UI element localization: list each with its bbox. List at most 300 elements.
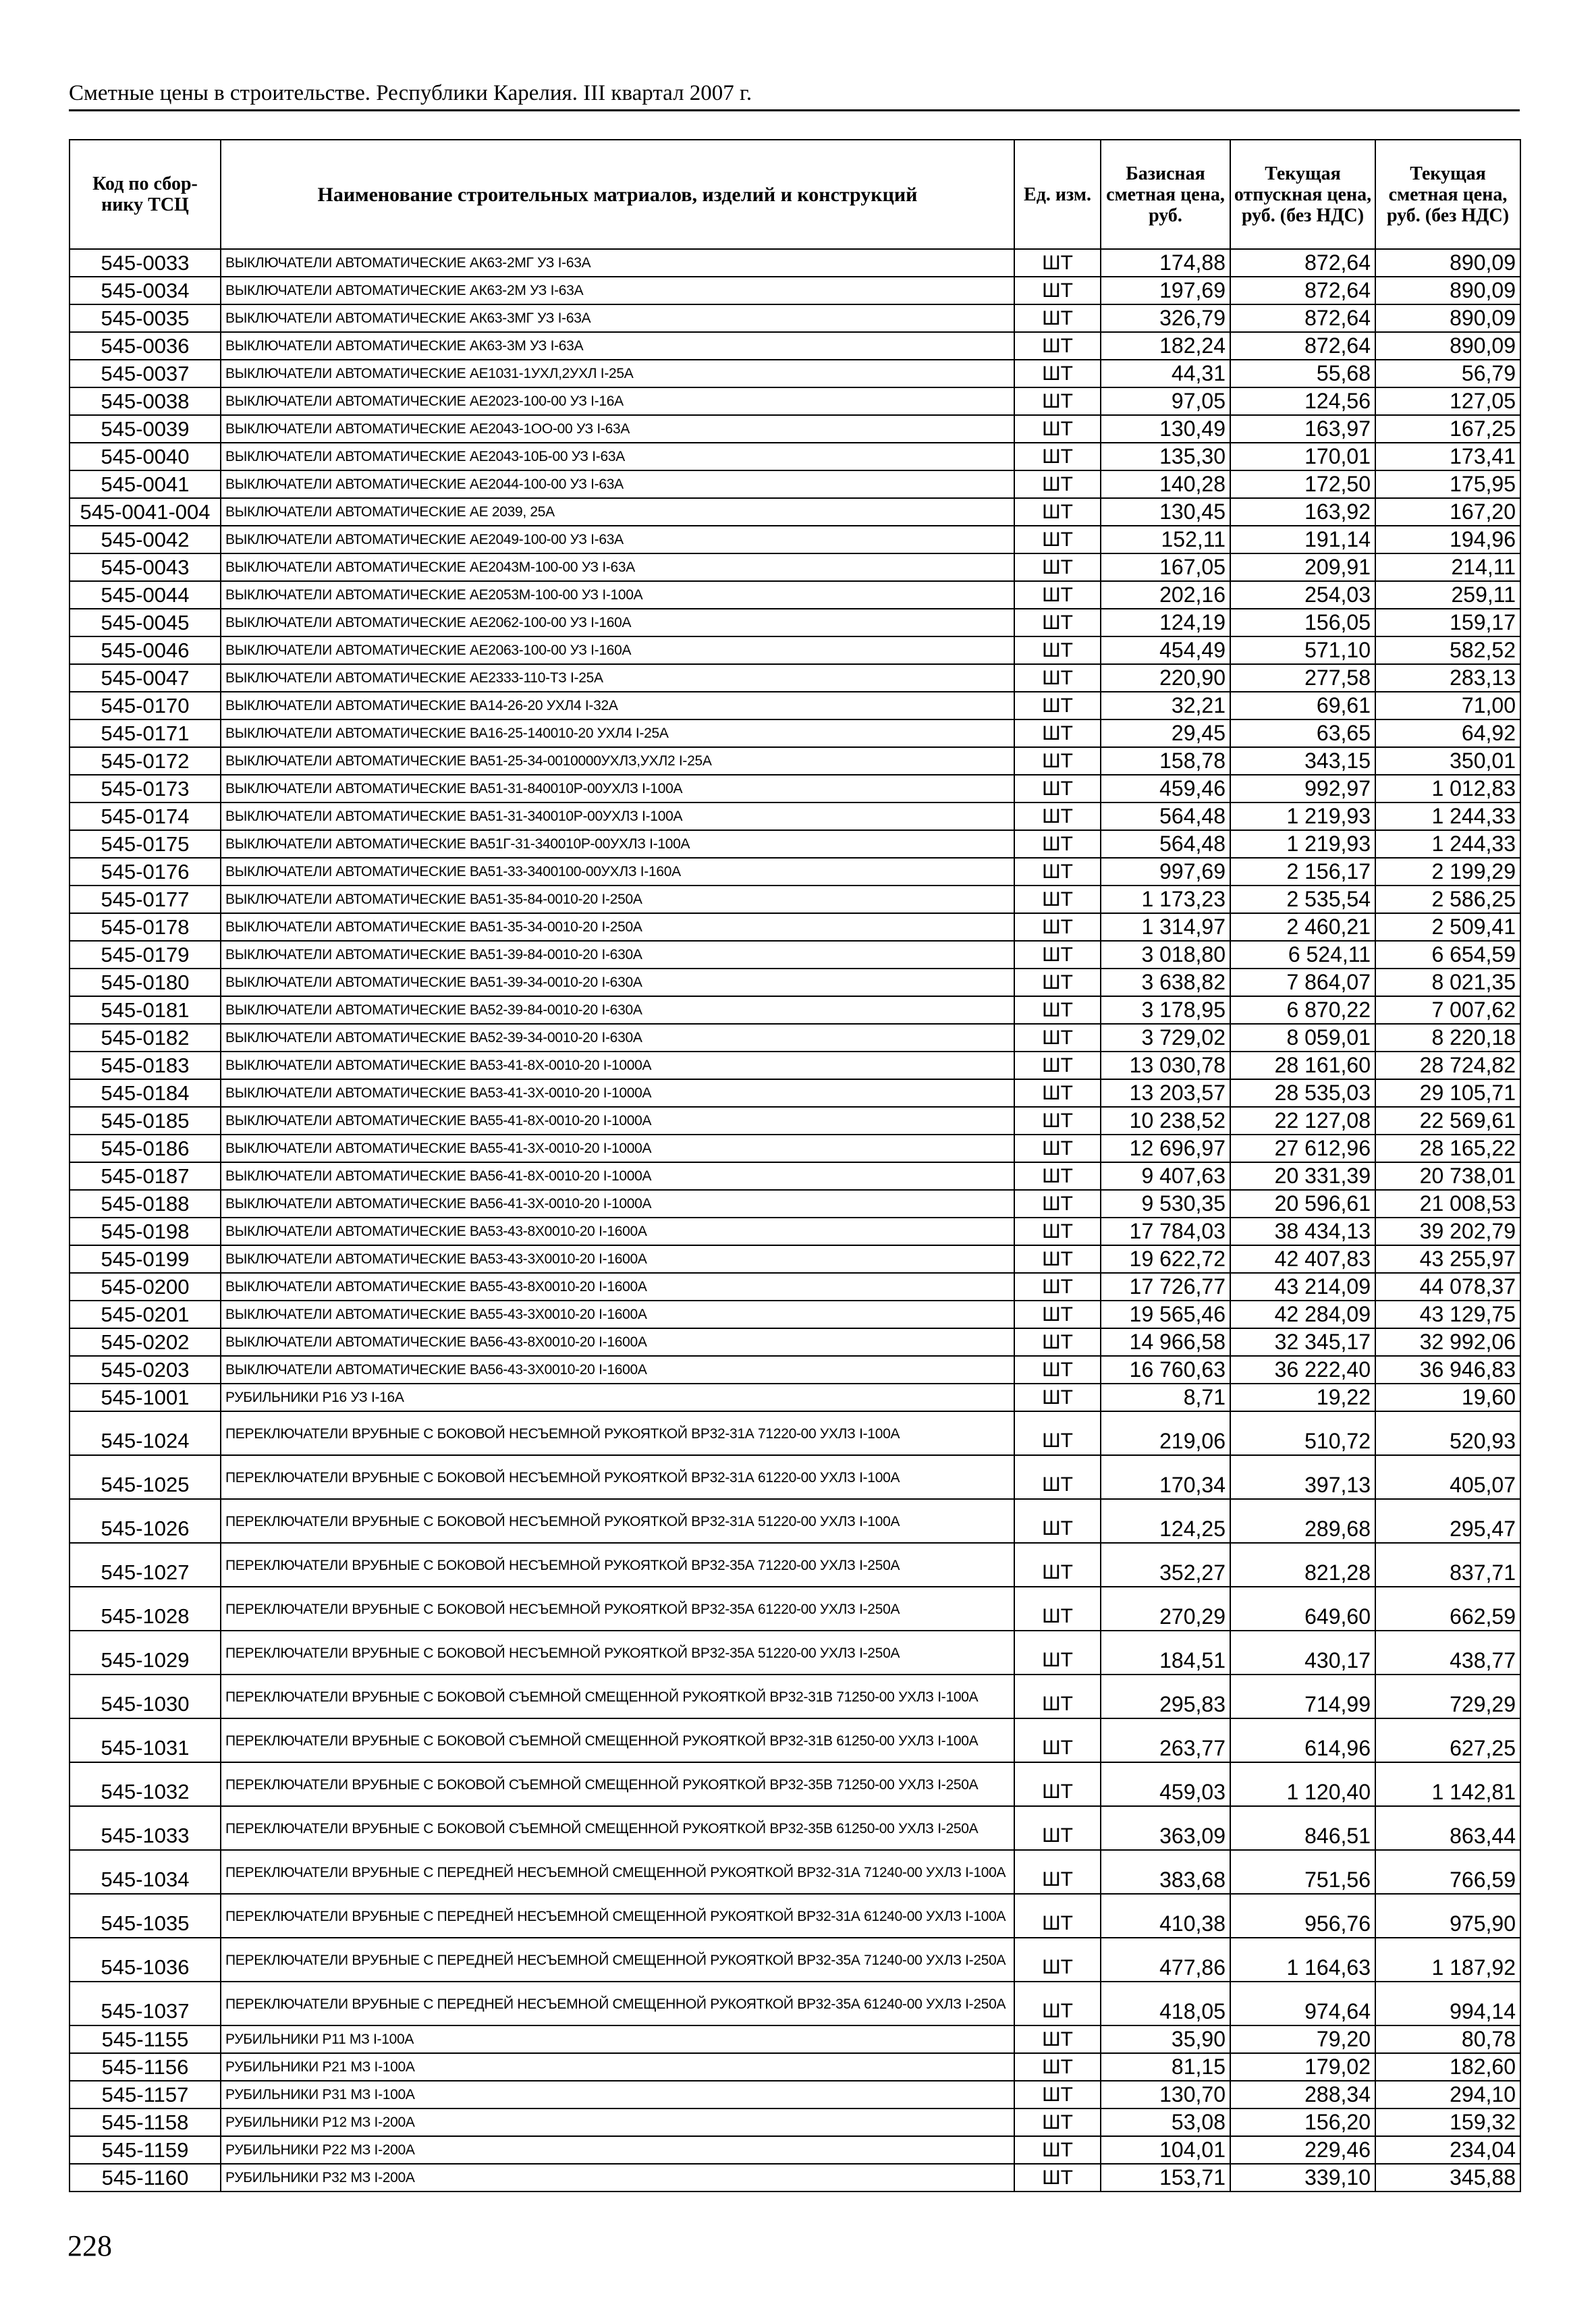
cell-base-price: 263,77 (1101, 1718, 1230, 1762)
cell-name: ПЕРЕКЛЮЧАТЕЛИ ВРУБНЫЕ С БОКОВОЙ НЕСЪЕМНОЙ РУКОЯТКОЙ ВР32-31А 51220-00 УХЛЗ I-100А (221, 1499, 1014, 1543)
cell-base-price: 454,49 (1101, 636, 1230, 664)
table-row (70, 1135, 1520, 1162)
cell-code: 545-0171 (70, 719, 221, 747)
cell-release-price: 872,64 (1230, 332, 1375, 360)
cell-estimate-price: 729,29 (1375, 1675, 1520, 1718)
cell-release-price: 751,56 (1230, 1850, 1375, 1894)
cell-base-price: 19 565,46 (1101, 1301, 1230, 1328)
cell-estimate-price: 32 992,06 (1375, 1328, 1520, 1356)
cell-estimate-price: 520,93 (1375, 1411, 1520, 1455)
cell-base-price: 174,88 (1101, 249, 1230, 277)
table-row (70, 969, 1520, 996)
cell-code: 545-0046 (70, 636, 221, 664)
cell-unit: ШТ (1014, 1190, 1101, 1218)
running-header: Сметные цены в строительстве. Республики Карелия. III квартал 2007 г. (69, 81, 752, 105)
cell-estimate-price: 1 012,83 (1375, 775, 1520, 802)
cell-release-price: 191,14 (1230, 526, 1375, 553)
cell-release-price: 614,96 (1230, 1718, 1375, 1762)
cell-name: ПЕРЕКЛЮЧАТЕЛИ ВРУБНЫЕ С ПЕРЕДНЕЙ НЕСЪЕМНОЙ СМЕЩЕННОЙ РУКОЯТКОЙ ВР32-31А 71240-00 УХЛЗ I-100А (221, 1850, 1014, 1894)
cell-code: 545-0187 (70, 1162, 221, 1190)
table-row (70, 581, 1520, 609)
cell-unit: ШТ (1014, 913, 1101, 941)
cell-estimate-price: 56,79 (1375, 360, 1520, 387)
cell-base-price: 32,21 (1101, 692, 1230, 719)
cell-code: 545-0173 (70, 775, 221, 802)
table-row (70, 1675, 1520, 1718)
cell-estimate-price: 28 724,82 (1375, 1052, 1520, 1079)
cell-unit: ШТ (1014, 2053, 1101, 2081)
cell-base-price: 219,06 (1101, 1411, 1230, 1455)
cell-base-price: 1 314,97 (1101, 913, 1230, 941)
cell-unit: ШТ (1014, 941, 1101, 969)
cell-name: ВЫКЛЮЧАТЕЛИ АВТОМАТИЧЕСКИЕ ВА52-39-84-0010-20 I-630А (221, 996, 1014, 1024)
cell-unit: ШТ (1014, 636, 1101, 664)
cell-release-price: 872,64 (1230, 249, 1375, 277)
cell-name: РУБИЛЬНИКИ Р22 МЗ I-200А (221, 2136, 1014, 2164)
cell-unit: ШТ (1014, 1938, 1101, 1982)
cell-unit: ШТ (1014, 2108, 1101, 2136)
cell-unit: ШТ (1014, 1162, 1101, 1190)
cell-code: 545-0042 (70, 526, 221, 553)
cell-name: ВЫКЛЮЧАТЕЛИ АВТОМАТИЧЕСКИЕ ВА51-33-3400100-00УХЛЗ I-160А (221, 858, 1014, 886)
cell-code: 545-1024 (70, 1411, 221, 1455)
cell-release-price: 20 596,61 (1230, 1190, 1375, 1218)
table-row (70, 1587, 1520, 1631)
cell-release-price: 1 164,63 (1230, 1938, 1375, 1982)
cell-code: 545-0041 (70, 470, 221, 498)
cell-estimate-price: 71,00 (1375, 692, 1520, 719)
cell-base-price: 9 530,35 (1101, 1190, 1230, 1218)
cell-estimate-price: 438,77 (1375, 1631, 1520, 1675)
cell-base-price: 44,31 (1101, 360, 1230, 387)
table-row (70, 1411, 1520, 1455)
cell-code: 545-1029 (70, 1631, 221, 1675)
cell-release-price: 79,20 (1230, 2025, 1375, 2053)
cell-unit: ШТ (1014, 553, 1101, 581)
cell-base-price: 182,24 (1101, 332, 1230, 360)
cell-unit: ШТ (1014, 2164, 1101, 2192)
cell-estimate-price: 175,95 (1375, 470, 1520, 498)
cell-code: 545-0040 (70, 443, 221, 470)
cell-name: ПЕРЕКЛЮЧАТЕЛИ ВРУБНЫЕ С БОКОВОЙ НЕСЪЕМНОЙ РУКОЯТКОЙ ВР32-31А 71220-00 УХЛЗ I-100А (221, 1411, 1014, 1455)
table-row (70, 1982, 1520, 2025)
cell-estimate-price: 405,07 (1375, 1455, 1520, 1499)
cell-estimate-price: 167,25 (1375, 415, 1520, 443)
cell-name: ВЫКЛЮЧАТЕЛИ АВТОМАТИЧЕСКИЕ ВА53-43-8Х0010-20 I-1600А (221, 1218, 1014, 1245)
cell-unit: ШТ (1014, 1982, 1101, 2025)
cell-base-price: 564,48 (1101, 830, 1230, 858)
table-row (70, 1301, 1520, 1328)
cell-base-price: 3 018,80 (1101, 941, 1230, 969)
cell-code: 545-0202 (70, 1328, 221, 1356)
cell-base-price: 270,29 (1101, 1587, 1230, 1631)
cell-estimate-price: 22 569,61 (1375, 1107, 1520, 1135)
table-row (70, 1499, 1520, 1543)
cell-name: ВЫКЛЮЧАТЕЛИ АВТОМАТИЧЕСКИЕ ВА52-39-34-0010-20 I-630А (221, 1024, 1014, 1052)
cell-code: 545-1037 (70, 1982, 221, 2025)
table-row (70, 858, 1520, 886)
cell-base-price: 19 622,72 (1101, 1245, 1230, 1273)
cell-release-price: 288,34 (1230, 2081, 1375, 2108)
cell-name: ВЫКЛЮЧАТЕЛИ АВТОМАТИЧЕСКИЕ АЕ2053М-100-00 УЗ I-100А (221, 581, 1014, 609)
cell-unit: ШТ (1014, 1273, 1101, 1301)
cell-code: 545-1035 (70, 1894, 221, 1938)
column-header-unit: Ед. изм. (1014, 140, 1101, 249)
cell-base-price: 104,01 (1101, 2136, 1230, 2164)
cell-code: 545-1028 (70, 1587, 221, 1631)
table-row (70, 1455, 1520, 1499)
cell-code: 545-0201 (70, 1301, 221, 1328)
cell-base-price: 564,48 (1101, 802, 1230, 830)
cell-unit: ШТ (1014, 360, 1101, 387)
table-row (70, 1356, 1520, 1384)
cell-name: РУБИЛЬНИКИ Р31 МЗ I-100А (221, 2081, 1014, 2108)
cell-code: 545-1030 (70, 1675, 221, 1718)
table-row (70, 498, 1520, 526)
cell-release-price: 55,68 (1230, 360, 1375, 387)
cell-base-price: 8,71 (1101, 1384, 1230, 1411)
cell-estimate-price: 662,59 (1375, 1587, 1520, 1631)
cell-estimate-price: 28 165,22 (1375, 1135, 1520, 1162)
table-row (70, 719, 1520, 747)
cell-unit: ШТ (1014, 1079, 1101, 1107)
cell-base-price: 352,27 (1101, 1543, 1230, 1587)
cell-estimate-price: 766,59 (1375, 1850, 1520, 1894)
cell-release-price: 32 345,17 (1230, 1328, 1375, 1356)
cell-name: РУБИЛЬНИКИ Р12 МЗ I-200А (221, 2108, 1014, 2136)
cell-estimate-price: 1 244,33 (1375, 830, 1520, 858)
cell-code: 545-0039 (70, 415, 221, 443)
cell-name: ВЫКЛЮЧАТЕЛИ АВТОМАТИЧЕСКИЕ АЕ2043-1ОО-00 УЗ I-63А (221, 415, 1014, 443)
table-row (70, 1762, 1520, 1806)
table-body (70, 249, 1520, 2192)
cell-unit: ШТ (1014, 1718, 1101, 1762)
cell-code: 545-0170 (70, 692, 221, 719)
price-table (69, 139, 1521, 2192)
cell-unit: ШТ (1014, 470, 1101, 498)
cell-base-price: 81,15 (1101, 2053, 1230, 2081)
cell-estimate-price: 994,14 (1375, 1982, 1520, 2025)
cell-code: 545-0043 (70, 553, 221, 581)
cell-name: РУБИЛЬНИКИ Р16 УЗ I-16А (221, 1384, 1014, 1411)
cell-estimate-price: 890,09 (1375, 332, 1520, 360)
cell-base-price: 459,46 (1101, 775, 1230, 802)
cell-name: РУБИЛЬНИКИ Р11 МЗ I-100А (221, 2025, 1014, 2053)
cell-estimate-price: 29 105,71 (1375, 1079, 1520, 1107)
table-row (70, 470, 1520, 498)
cell-estimate-price: 975,90 (1375, 1894, 1520, 1938)
cell-code: 545-1027 (70, 1543, 221, 1587)
cell-release-price: 289,68 (1230, 1499, 1375, 1543)
cell-base-price: 53,08 (1101, 2108, 1230, 2136)
cell-release-price: 8 059,01 (1230, 1024, 1375, 1052)
cell-base-price: 130,70 (1101, 2081, 1230, 2108)
cell-name: ВЫКЛЮЧАТЕЛИ АВТОМАТИЧЕСКИЕ АЕ1031-1УХЛ,2УХЛ I-25А (221, 360, 1014, 387)
cell-unit: ШТ (1014, 1762, 1101, 1806)
cell-code: 545-0182 (70, 1024, 221, 1052)
column-header-code: Код по сбор-нику ТСЦ (70, 140, 221, 249)
cell-release-price: 1 219,93 (1230, 802, 1375, 830)
cell-code: 545-0203 (70, 1356, 221, 1384)
cell-estimate-price: 80,78 (1375, 2025, 1520, 2053)
cell-name: ВЫКЛЮЧАТЕЛИ АВТОМАТИЧЕСКИЕ ВА51-31-840010Р-00УХЛЗ I-100А (221, 775, 1014, 802)
cell-release-price: 956,76 (1230, 1894, 1375, 1938)
column-header-current-estimate-price: Текущая сметная цена, руб. (без НДС) (1375, 140, 1520, 249)
cell-code: 545-0175 (70, 830, 221, 858)
cell-release-price: 229,46 (1230, 2136, 1375, 2164)
cell-base-price: 17 784,03 (1101, 1218, 1230, 1245)
table-row (70, 249, 1520, 277)
cell-name: ВЫКЛЮЧАТЕЛИ АВТОМАТИЧЕСКИЕ АЕ2049-100-00 УЗ I-63А (221, 526, 1014, 553)
cell-base-price: 152,11 (1101, 526, 1230, 553)
cell-unit: ШТ (1014, 1631, 1101, 1675)
cell-estimate-price: 194,96 (1375, 526, 1520, 553)
cell-estimate-price: 350,01 (1375, 747, 1520, 775)
cell-release-price: 714,99 (1230, 1675, 1375, 1718)
cell-release-price: 2 156,17 (1230, 858, 1375, 886)
cell-release-price: 2 535,54 (1230, 886, 1375, 913)
cell-base-price: 197,69 (1101, 277, 1230, 304)
cell-name: ПЕРЕКЛЮЧАТЕЛИ ВРУБНЫЕ С БОКОВОЙ НЕСЪЕМНОЙ РУКОЯТКОЙ ВР32-31А 61220-00 УХЛЗ I-100А (221, 1455, 1014, 1499)
cell-code: 545-0036 (70, 332, 221, 360)
cell-code: 545-0034 (70, 277, 221, 304)
table-row (70, 692, 1520, 719)
cell-name: ВЫКЛЮЧАТЕЛИ АВТОМАТИЧЕСКИЕ ВА56-41-8Х-0010-20 I-1000А (221, 1162, 1014, 1190)
cell-name: ВЫКЛЮЧАТЕЛИ АВТОМАТИЧЕСКИЕ АЕ 2039, 25А (221, 498, 1014, 526)
cell-estimate-price: 127,05 (1375, 387, 1520, 415)
cell-name: ПЕРЕКЛЮЧАТЕЛИ ВРУБНЫЕ С ПЕРЕДНЕЙ НЕСЪЕМНОЙ СМЕЩЕННОЙ РУКОЯТКОЙ ВР32-35А 71240-00 УХЛЗ I-250А (221, 1938, 1014, 1982)
cell-estimate-price: 159,32 (1375, 2108, 1520, 2136)
cell-estimate-price: 182,60 (1375, 2053, 1520, 2081)
cell-estimate-price: 890,09 (1375, 277, 1520, 304)
cell-release-price: 571,10 (1230, 636, 1375, 664)
table-row (70, 2025, 1520, 2053)
cell-unit: ШТ (1014, 1107, 1101, 1135)
cell-estimate-price: 8 021,35 (1375, 969, 1520, 996)
cell-estimate-price: 44 078,37 (1375, 1273, 1520, 1301)
table-row (70, 664, 1520, 692)
cell-unit: ШТ (1014, 1894, 1101, 1938)
cell-name: ВЫКЛЮЧАТЕЛИ АВТОМАТИЧЕСКИЕ ВА51-35-34-0010-20 I-250А (221, 913, 1014, 941)
cell-release-price: 872,64 (1230, 304, 1375, 332)
cell-estimate-price: 2 586,25 (1375, 886, 1520, 913)
cell-estimate-price: 2 509,41 (1375, 913, 1520, 941)
cell-unit: ШТ (1014, 304, 1101, 332)
table-row (70, 526, 1520, 553)
cell-estimate-price: 36 946,83 (1375, 1356, 1520, 1384)
cell-unit: ШТ (1014, 886, 1101, 913)
table-row (70, 1718, 1520, 1762)
cell-estimate-price: 20 738,01 (1375, 1162, 1520, 1190)
cell-estimate-price: 890,09 (1375, 304, 1520, 332)
cell-name: ВЫКЛЮЧАТЕЛИ АВТОМАТИЧЕСКИЕ АК63-3М УЗ I-63А (221, 332, 1014, 360)
cell-base-price: 167,05 (1101, 553, 1230, 581)
cell-name: ВЫКЛЮЧАТЕЛИ АВТОМАТИЧЕСКИЕ АЕ2043М-100-00 УЗ I-63А (221, 553, 1014, 581)
cell-unit: ШТ (1014, 747, 1101, 775)
cell-estimate-price: 345,88 (1375, 2164, 1520, 2192)
cell-name: ВЫКЛЮЧАТЕЛИ АВТОМАТИЧЕСКИЕ АЕ2023-100-00 УЗ I-16А (221, 387, 1014, 415)
cell-unit: ШТ (1014, 775, 1101, 802)
cell-release-price: 846,51 (1230, 1806, 1375, 1850)
cell-release-price: 1 120,40 (1230, 1762, 1375, 1806)
cell-release-price: 42 284,09 (1230, 1301, 1375, 1328)
table-row (70, 886, 1520, 913)
table-row (70, 1218, 1520, 1245)
cell-base-price: 477,86 (1101, 1938, 1230, 1982)
cell-base-price: 135,30 (1101, 443, 1230, 470)
table-row (70, 775, 1520, 802)
cell-code: 545-0184 (70, 1079, 221, 1107)
cell-name: ПЕРЕКЛЮЧАТЕЛИ ВРУБНЫЕ С БОКОВОЙ СЪЕМНОЙ СМЕЩЕННОЙ РУКОЯТКОЙ ВР32-35В 61250-00 УХЛЗ I-250А (221, 1806, 1014, 1850)
cell-name: ВЫКЛЮЧАТЕЛИ АВТОМАТИЧЕСКИЕ ВА51-31-340010Р-00УХЛЗ I-100А (221, 802, 1014, 830)
cell-name: ВЫКЛЮЧАТЕЛИ АВТОМАТИЧЕСКИЕ ВА55-43-3Х0010-20 I-1600А (221, 1301, 1014, 1328)
cell-unit: ШТ (1014, 332, 1101, 360)
table-row (70, 1107, 1520, 1135)
cell-unit: ШТ (1014, 2136, 1101, 2164)
cell-estimate-price: 2 199,29 (1375, 858, 1520, 886)
cell-estimate-price: 167,20 (1375, 498, 1520, 526)
cell-name: ВЫКЛЮЧАТЕЛИ АВТОМАТИЧЕСКИЕ ВА51-39-34-0010-20 I-630А (221, 969, 1014, 996)
cell-name: ВЫКЛЮЧАТЕЛИ АВТОМАТИЧЕСКИЕ ВА53-41-3Х-0010-20 I-1000А (221, 1079, 1014, 1107)
cell-unit: ШТ (1014, 277, 1101, 304)
cell-unit: ШТ (1014, 581, 1101, 609)
table-row (70, 1631, 1520, 1675)
cell-unit: ШТ (1014, 1218, 1101, 1245)
cell-estimate-price: 283,13 (1375, 664, 1520, 692)
cell-unit: ШТ (1014, 1135, 1101, 1162)
cell-release-price: 254,03 (1230, 581, 1375, 609)
cell-base-price: 29,45 (1101, 719, 1230, 747)
cell-unit: ШТ (1014, 858, 1101, 886)
table-row (70, 415, 1520, 443)
cell-name: ВЫКЛЮЧАТЕЛИ АВТОМАТИЧЕСКИЕ ВА53-41-8Х-0010-20 I-1000А (221, 1052, 1014, 1079)
cell-release-price: 42 407,83 (1230, 1245, 1375, 1273)
cell-release-price: 19,22 (1230, 1384, 1375, 1411)
cell-release-price: 124,56 (1230, 387, 1375, 415)
cell-release-price: 974,64 (1230, 1982, 1375, 2025)
cell-name: ВЫКЛЮЧАТЕЛИ АВТОМАТИЧЕСКИЕ АЕ2063-100-00 УЗ I-160А (221, 636, 1014, 664)
cell-estimate-price: 259,11 (1375, 581, 1520, 609)
cell-base-price: 158,78 (1101, 747, 1230, 775)
cell-name: ВЫКЛЮЧАТЕЛИ АВТОМАТИЧЕСКИЕ ВА14-26-20 УХЛ4 I-32А (221, 692, 1014, 719)
cell-code: 545-0177 (70, 886, 221, 913)
cell-code: 545-1034 (70, 1850, 221, 1894)
cell-base-price: 1 173,23 (1101, 886, 1230, 913)
cell-base-price: 3 638,82 (1101, 969, 1230, 996)
cell-estimate-price: 64,92 (1375, 719, 1520, 747)
cell-name: ВЫКЛЮЧАТЕЛИ АВТОМАТИЧЕСКИЕ ВА56-43-8Х0010-20 I-1600А (221, 1328, 1014, 1356)
cell-code: 545-0035 (70, 304, 221, 332)
cell-base-price: 140,28 (1101, 470, 1230, 498)
cell-code: 545-1157 (70, 2081, 221, 2108)
cell-code: 545-1158 (70, 2108, 221, 2136)
cell-estimate-price: 173,41 (1375, 443, 1520, 470)
cell-name: ВЫКЛЮЧАТЕЛИ АВТОМАТИЧЕСКИЕ ВА53-43-3Х0010-20 I-1600А (221, 1245, 1014, 1273)
cell-base-price: 130,45 (1101, 498, 1230, 526)
cell-release-price: 163,92 (1230, 498, 1375, 526)
cell-unit: ШТ (1014, 719, 1101, 747)
cell-name: ПЕРЕКЛЮЧАТЕЛИ ВРУБНЫЕ С БОКОВОЙ СЪЕМНОЙ СМЕЩЕННОЙ РУКОЯТКОЙ ВР32-35В 71250-00 УХЛЗ I-250А (221, 1762, 1014, 1806)
cell-name: ПЕРЕКЛЮЧАТЕЛИ ВРУБНЫЕ С БОКОВОЙ СЪЕМНОЙ СМЕЩЕННОЙ РУКОЯТКОЙ ВР32-31В 71250-00 УХЛЗ I-100А (221, 1675, 1014, 1718)
cell-unit: ШТ (1014, 802, 1101, 830)
table-row (70, 1245, 1520, 1273)
cell-unit: ШТ (1014, 1301, 1101, 1328)
cell-code: 545-1001 (70, 1384, 221, 1411)
table-row (70, 1024, 1520, 1052)
cell-base-price: 10 238,52 (1101, 1107, 1230, 1135)
cell-base-price: 17 726,77 (1101, 1273, 1230, 1301)
cell-name: ВЫКЛЮЧАТЕЛИ АВТОМАТИЧЕСКИЕ АК63-3МГ УЗ I-63А (221, 304, 1014, 332)
table-row (70, 2081, 1520, 2108)
cell-release-price: 209,91 (1230, 553, 1375, 581)
cell-estimate-price: 890,09 (1375, 249, 1520, 277)
cell-estimate-price: 7 007,62 (1375, 996, 1520, 1024)
table-row (70, 609, 1520, 636)
cell-name: ВЫКЛЮЧАТЕЛИ АВТОМАТИЧЕСКИЕ ВА16-25-140010-20 УХЛ4 I-25А (221, 719, 1014, 747)
page-number: 228 (67, 2229, 112, 2262)
table-row (70, 443, 1520, 470)
column-header-name: Наименование строительных матриалов, изделий и конструкций (221, 140, 1014, 249)
cell-unit: ШТ (1014, 1850, 1101, 1894)
cell-estimate-price: 295,47 (1375, 1499, 1520, 1543)
cell-base-price: 124,19 (1101, 609, 1230, 636)
cell-code: 545-0188 (70, 1190, 221, 1218)
table-row (70, 1543, 1520, 1587)
table-row (70, 747, 1520, 775)
cell-estimate-price: 43 129,75 (1375, 1301, 1520, 1328)
cell-base-price: 3 178,95 (1101, 996, 1230, 1024)
table-row (70, 1894, 1520, 1938)
cell-estimate-price: 582,52 (1375, 636, 1520, 664)
cell-code: 545-1159 (70, 2136, 221, 2164)
cell-estimate-price: 1 187,92 (1375, 1938, 1520, 1982)
cell-base-price: 3 729,02 (1101, 1024, 1230, 1052)
cell-base-price: 459,03 (1101, 1762, 1230, 1806)
table-row (70, 387, 1520, 415)
table-row (70, 277, 1520, 304)
cell-release-price: 992,97 (1230, 775, 1375, 802)
cell-release-price: 156,20 (1230, 2108, 1375, 2136)
table-row (70, 1273, 1520, 1301)
cell-release-price: 1 219,93 (1230, 830, 1375, 858)
cell-release-price: 397,13 (1230, 1455, 1375, 1499)
table-row (70, 332, 1520, 360)
cell-unit: ШТ (1014, 1543, 1101, 1587)
cell-unit: ШТ (1014, 2081, 1101, 2108)
table-row (70, 941, 1520, 969)
cell-name: РУБИЛЬНИКИ Р21 МЗ I-100А (221, 2053, 1014, 2081)
cell-release-price: 36 222,40 (1230, 1356, 1375, 1384)
cell-code: 545-0045 (70, 609, 221, 636)
cell-unit: ШТ (1014, 1024, 1101, 1052)
cell-release-price: 649,60 (1230, 1587, 1375, 1631)
cell-base-price: 97,05 (1101, 387, 1230, 415)
cell-unit: ШТ (1014, 830, 1101, 858)
cell-release-price: 69,61 (1230, 692, 1375, 719)
cell-release-price: 6 870,22 (1230, 996, 1375, 1024)
cell-name: ВЫКЛЮЧАТЕЛИ АВТОМАТИЧЕСКИЕ ВА55-41-3Х-0010-20 I-1000А (221, 1135, 1014, 1162)
table-row (70, 913, 1520, 941)
cell-code: 545-1033 (70, 1806, 221, 1850)
cell-release-price: 430,17 (1230, 1631, 1375, 1675)
cell-unit: ШТ (1014, 498, 1101, 526)
cell-base-price: 35,90 (1101, 2025, 1230, 2053)
cell-code: 545-0198 (70, 1218, 221, 1245)
cell-unit: ШТ (1014, 1675, 1101, 1718)
cell-code: 545-0037 (70, 360, 221, 387)
cell-base-price: 418,05 (1101, 1982, 1230, 2025)
cell-unit: ШТ (1014, 1052, 1101, 1079)
